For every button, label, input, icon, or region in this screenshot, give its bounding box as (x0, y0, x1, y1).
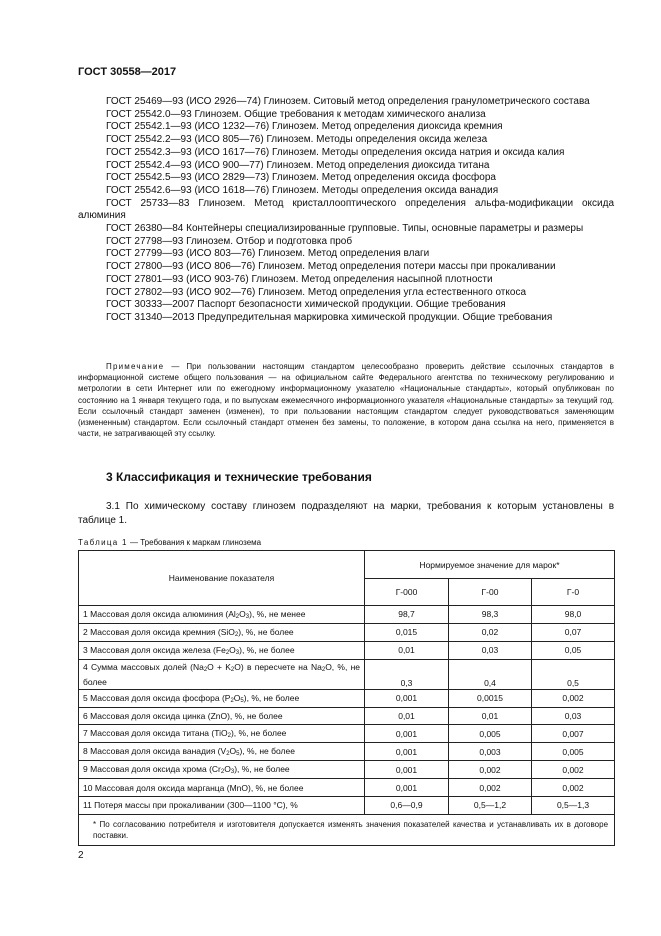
reference-item: ГОСТ 25733—83 Глинозем. Метод кристаллооптического определения альфа-модификации оксида алюминия (78, 197, 614, 222)
table-row (79, 797, 615, 815)
indicator-name-cell: 6 Массовая доля оксида цинка (ZnO), %, не более (79, 707, 365, 725)
section-title: 3 Классификация и технические требования (106, 470, 372, 484)
table-footnote (79, 814, 615, 845)
indicator-name-cell: 3 Массовая доля оксида железа $(Fe_2O_3)$, %, не более (79, 641, 365, 659)
indicator-name-cell: 1 Массовая доля оксида алюминия $(Al_2O_3)$, %, не менее (79, 606, 365, 624)
grade-value-cell: 0,001 (365, 689, 449, 707)
grade-value-cell: 0,6—0,9 (365, 797, 449, 815)
reference-item: ГОСТ 27802—93 (ИСО 902—76) Глинозем. Метод определения угла естественного откоса (106, 286, 526, 298)
table-row (79, 606, 615, 624)
caption-text: — Требования к маркам глинозема (127, 538, 262, 547)
reference-item: ГОСТ 31340—2013 Предупредительная маркировка химической продукции. Общие требования (106, 311, 553, 323)
reference-item: ГОСТ 27800—93 (ИСО 806—76) Глинозем. Метод определения потери массы при прокаливании (106, 261, 556, 273)
reference-item: ГОСТ 25542.0—93 Глинозем. Общие требования к методам химического анализа (106, 108, 486, 120)
table-row (79, 659, 615, 689)
reference-item: ГОСТ 27798—93 Глинозем. Отбор и подготовка проб (106, 235, 353, 247)
grade-value-cell: 0,001 (365, 761, 449, 779)
table-row (79, 779, 615, 797)
grade-value-cell: 0,001 (365, 743, 449, 761)
reference-item: ГОСТ 26380—84 Контейнеры специализированные групповые. Типы, основные параметры и размеры (106, 223, 584, 235)
grade-value-cell: 98,3 (449, 606, 532, 624)
grade-value-cell: 0,005 (449, 725, 532, 743)
grade-value-cell: 0,03 (532, 707, 615, 725)
grade-value-cell: 0,015 (365, 623, 449, 641)
indicator-name-cell: 8 Массовая доля оксида ванадия $(V_2O_5)$, %, не более (79, 743, 365, 761)
table-row (79, 725, 615, 743)
header-name-cell: Наименование показателя (79, 551, 365, 606)
table-caption (78, 538, 261, 547)
grade-value-cell: 0,001 (365, 779, 449, 797)
grade-value-cell: 0,002 (532, 779, 615, 797)
page-header: ГОСТ 30558—2017 (78, 66, 177, 78)
reference-item: ГОСТ 25542.6—93 (ИСО 1618—76) Глинозем. Методы определения оксида ванадия (106, 184, 499, 196)
grade-value-cell: 0,02 (449, 623, 532, 641)
grade-value-cell: 0,07 (532, 623, 615, 641)
grades-table (78, 550, 615, 846)
reference-item: ГОСТ 25542.3—93 (ИСО 1617—76) Глинозем. Методы определения оксида натрия и оксида калия (106, 146, 565, 158)
grade-value-cell: 0,002 (532, 761, 615, 779)
grade-value-cell: 0,003 (449, 743, 532, 761)
grade-value-cell: 0,01 (365, 641, 449, 659)
indicator-name-cell: 2 Массовая доля оксида кремния (SiO$_2$), %, не более (79, 623, 365, 641)
section-paragraph: 3.1 По химическому составу глинозем подразделяют на марки, требования к которым установлены в таблице 1. (78, 501, 614, 526)
reference-item: ГОСТ 27799—93 (ИСО 803—76) Глинозем. Метод определения влаги (106, 248, 430, 260)
header-grade-cell: Г-000 (365, 579, 449, 606)
page-number: 2 (78, 850, 84, 861)
grade-value-cell: 0,3 (365, 659, 449, 689)
grade-value-cell: 0,002 (532, 689, 615, 707)
table-body (79, 606, 615, 815)
caption-lead: Таблица 1 (78, 538, 128, 547)
table-row (79, 743, 615, 761)
grade-value-cell: 0,0015 (449, 689, 532, 707)
grade-value-cell: 0,01 (365, 707, 449, 725)
grade-value-cell: 98,7 (365, 606, 449, 624)
reference-item: ГОСТ 25469—93 (ИСО 2926—74) Глинозем. Ситовый метод определения гранулометрического состава (106, 96, 590, 107)
table-row (79, 689, 615, 707)
indicator-name-cell: 4 Сумма массовых долей $(Na_2O + K_2O)$ в пересчете на $Na_2O$, %, не более (79, 659, 365, 689)
footnote-text: * По согласованию потребителя и изготовителя допускается изменять значения показателей качества и устанавливать их в договоре поставки. (93, 819, 609, 840)
indicator-name-cell: 11 Потеря массы при прокаливании (300—1100 °С), % (79, 797, 365, 815)
note-text: — При пользовании настоящим стандартом целесообразно проверить действие ссылочных стандартов в информационной системе общего пользования — на официальном сайте Федерального агентства по техническому регулированию и метрологии в сети Интернет или по ежегодному информационному указателю «Национальные стандарты», который опубликован по состоянию на 1 января текущего года, и по выпускам ежемесячного информационного указателя «Национальные стандарты» за текущий год. Если ссылочный стандарт заменен (изменен), то при пользовании настоящим стандартом следует руководствоваться заменяющим (измененным) стандартом. Если ссылочный стандарт отменен без замены, то положение, в котором дана ссылка на него, применяется в части, не затрагивающей эту ссылку. (78, 362, 614, 439)
grade-value-cell: 0,01 (449, 707, 532, 725)
header-grade-cell: Г-0 (532, 579, 615, 606)
grade-value-cell: 0,5—1,2 (449, 797, 532, 815)
grade-value-cell: 0,03 (449, 641, 532, 659)
reference-item: ГОСТ 25542.4—93 (ИСО 900—77) Глинозем. Метод определения диоксида титана (106, 159, 490, 171)
reference-item: ГОСТ 27801—93 (ИСО 903-76) Глинозем. Метод определения насыпной плотности (106, 273, 493, 285)
table-row (79, 707, 615, 725)
grade-value-cell: 0,005 (532, 743, 615, 761)
grade-value-cell: 0,05 (532, 641, 615, 659)
reference-item: ГОСТ 25542.5—93 (ИСО 2829—73) Глинозем. Метод определения оксида фосфора (106, 172, 496, 184)
table-row (79, 641, 615, 659)
grade-value-cell: 0,002 (449, 779, 532, 797)
note-lead: Примечание (106, 362, 165, 371)
header-grade-cell: Г-00 (449, 579, 532, 606)
reference-item: ГОСТ 25542.2—93 (ИСО 805—76) Глинозем. Методы определения оксида железа (106, 134, 488, 146)
table-row (79, 623, 615, 641)
grade-value-cell: 0,001 (365, 725, 449, 743)
references-list (78, 96, 614, 325)
indicator-name-cell: 9 Массовая доля оксида хрома $(Cr_2O_3)$, %, не более (79, 761, 365, 779)
grade-value-cell: 0,4 (449, 659, 532, 689)
grade-value-cell: 0,5 (532, 659, 615, 689)
indicator-name-cell: 7 Массовая доля оксида титана (TiO$_2$), %, не более (79, 725, 365, 743)
indicator-name-cell: 10 Массовая доля оксида марганца (MnO), %, не более (79, 779, 365, 797)
header-group-cell: Нормируемое значение для марок* (365, 551, 615, 579)
table-row (79, 761, 615, 779)
reference-item: ГОСТ 25542.1—93 (ИСО 1232—76) Глинозем. Метод определения диоксида кремния (106, 121, 503, 133)
grade-value-cell: 0,007 (532, 725, 615, 743)
indicator-name-cell: 5 Массовая доля оксида фосфора $(P_2O_5)$, %, не более (79, 689, 365, 707)
reference-item: ГОСТ 30333—2007 Паспорт безопасности химической продукции. Общие требования (106, 299, 506, 311)
grade-value-cell: 0,002 (449, 761, 532, 779)
grade-value-cell: 0,5—1,3 (532, 797, 615, 815)
grade-value-cell: 98,0 (532, 606, 615, 624)
reference-note (78, 361, 614, 439)
